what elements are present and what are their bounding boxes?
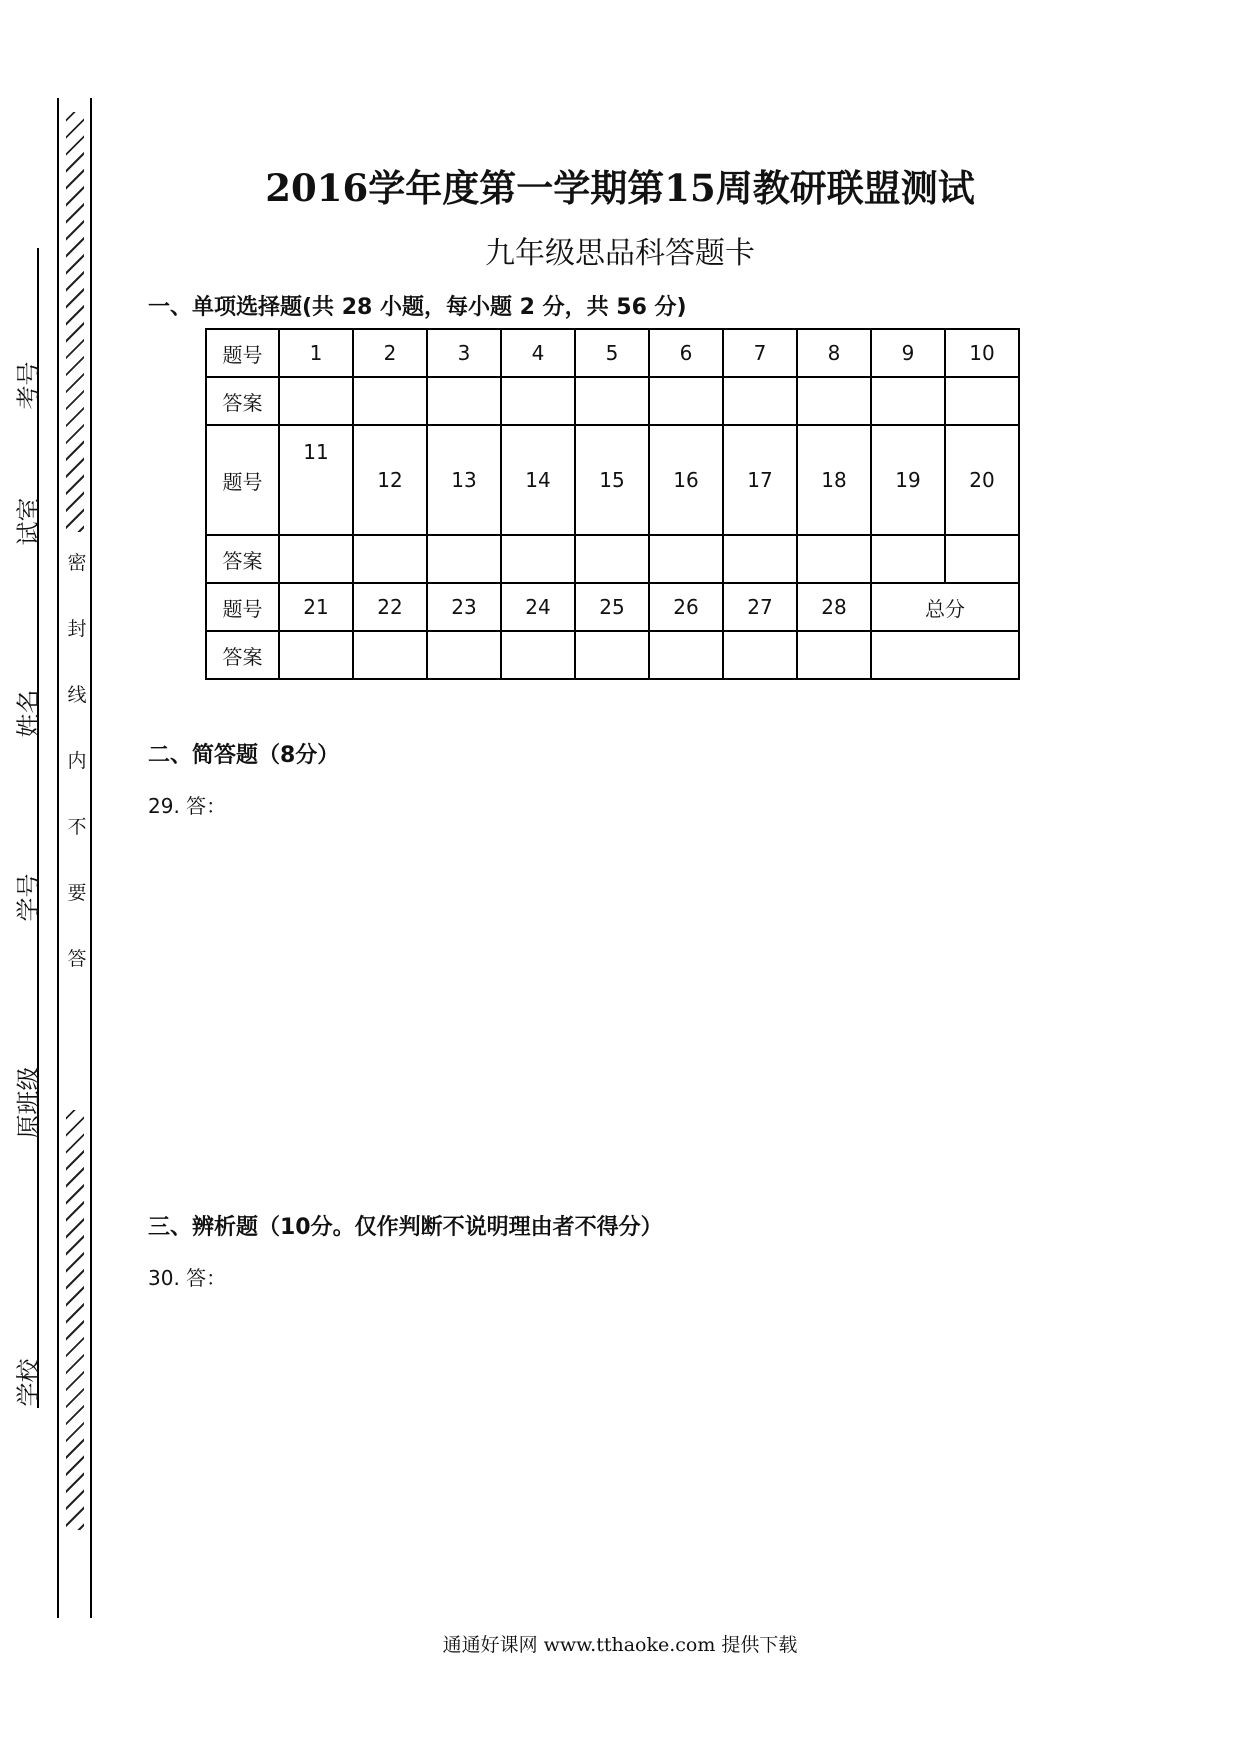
question-number: 5 [575,329,649,377]
question-number: 7 [723,329,797,377]
answer-cell[interactable] [353,535,427,583]
seal-char: 不 [67,816,87,838]
answer-cell[interactable] [427,377,501,425]
answer-cell[interactable] [723,535,797,583]
question-number: 14 [501,425,575,535]
table-row [206,583,1019,631]
question-number: 12 [353,425,427,535]
question-30-prompt: 30. 答： [148,1266,227,1290]
answer-cell[interactable] [797,377,871,425]
question-number: 11 [279,425,353,535]
answer-cell[interactable] [353,631,427,679]
row-label: 题号 [206,329,279,377]
table-row [206,631,1019,679]
answer-cell[interactable] [501,535,575,583]
answer-cell[interactable] [649,535,723,583]
row-label: 答案 [206,377,279,425]
answer-cell[interactable] [279,377,353,425]
question-number: 22 [353,583,427,631]
seal-char: 要 [67,882,87,904]
answer-cell[interactable] [649,377,723,425]
question-number: 23 [427,583,501,631]
question-number: 1 [279,329,353,377]
question-number: 9 [871,329,945,377]
answer-cell[interactable] [723,377,797,425]
question-number: 13 [427,425,501,535]
answer-cell[interactable] [871,377,945,425]
row-label: 答案 [206,631,279,679]
field-student-id: 学号 [14,873,43,922]
question-number: 10 [945,329,1019,377]
question-number: 20 [945,425,1019,535]
field-exam-number: 考号 [14,361,43,410]
section-1-heading: 一、单项选择题(共 28 小题，每小题 2 分，共 56 分) [148,295,687,320]
answer-cell[interactable] [575,377,649,425]
row-label: 题号 [206,583,279,631]
footer-credit: 通通好课网 www.tthaoke.com 提供下载 [442,1634,798,1656]
hatch-bottom [66,1110,84,1530]
margin-line-outer [57,98,59,1618]
answer-cell[interactable] [575,631,649,679]
page-subtitle: 九年级思品科答题卡 [485,236,755,271]
margin-line-inner [90,98,92,1618]
table-row [206,377,1019,425]
answer-cell[interactable] [945,377,1019,425]
table-row [206,425,1019,535]
answer-cell[interactable] [575,535,649,583]
total-score-label: 总分 [871,583,1019,631]
question-number: 21 [279,583,353,631]
section-2-heading: 二、简答题（8分） [148,743,340,768]
answer-cell[interactable] [427,631,501,679]
answer-grid [205,328,1020,680]
answer-cell[interactable] [501,631,575,679]
answer-cell[interactable] [797,535,871,583]
answer-cell[interactable] [427,535,501,583]
seal-char: 内 [67,750,87,772]
question-number: 27 [723,583,797,631]
answer-cell[interactable] [279,631,353,679]
seal-char: 密 [67,552,87,574]
question-number: 25 [575,583,649,631]
field-exam-room: 试室 [14,497,43,546]
row-label: 答案 [206,535,279,583]
row-label: 题号 [206,425,279,535]
answer-cell[interactable] [723,631,797,679]
seal-char: 答 [67,948,87,970]
field-original-class: 原班级 [14,1066,43,1139]
answer-area-29[interactable] [148,825,1048,1175]
question-29-prompt: 29. 答： [148,794,227,818]
question-number: 16 [649,425,723,535]
question-number: 18 [797,425,871,535]
section-3-heading: 三、辨析题（10分。仅作判断不说明理由者不得分） [148,1215,663,1240]
question-number: 19 [871,425,945,535]
question-number: 24 [501,583,575,631]
answer-cell[interactable] [353,377,427,425]
table-row [206,329,1019,377]
answer-cell[interactable] [279,535,353,583]
answer-cell[interactable] [649,631,723,679]
page-title: 2016学年度第一学期第15周教研联盟测试 [265,166,975,210]
question-number: 28 [797,583,871,631]
field-school: 学校 [14,1358,43,1407]
question-number: 3 [427,329,501,377]
question-number: 15 [575,425,649,535]
question-number: 8 [797,329,871,377]
question-number: 4 [501,329,575,377]
question-number: 26 [649,583,723,631]
answer-cell[interactable] [501,377,575,425]
field-name: 姓名 [14,689,43,738]
seal-char: 封 [67,618,87,640]
answer-area-30[interactable] [148,1298,1048,1598]
question-number: 17 [723,425,797,535]
answer-cell[interactable] [945,535,1019,583]
seal-char: 线 [67,684,87,706]
question-number: 6 [649,329,723,377]
answer-cell[interactable] [871,535,945,583]
answer-cell[interactable] [797,631,871,679]
question-number: 2 [353,329,427,377]
total-score-cell[interactable] [871,631,1019,679]
table-row [206,535,1019,583]
